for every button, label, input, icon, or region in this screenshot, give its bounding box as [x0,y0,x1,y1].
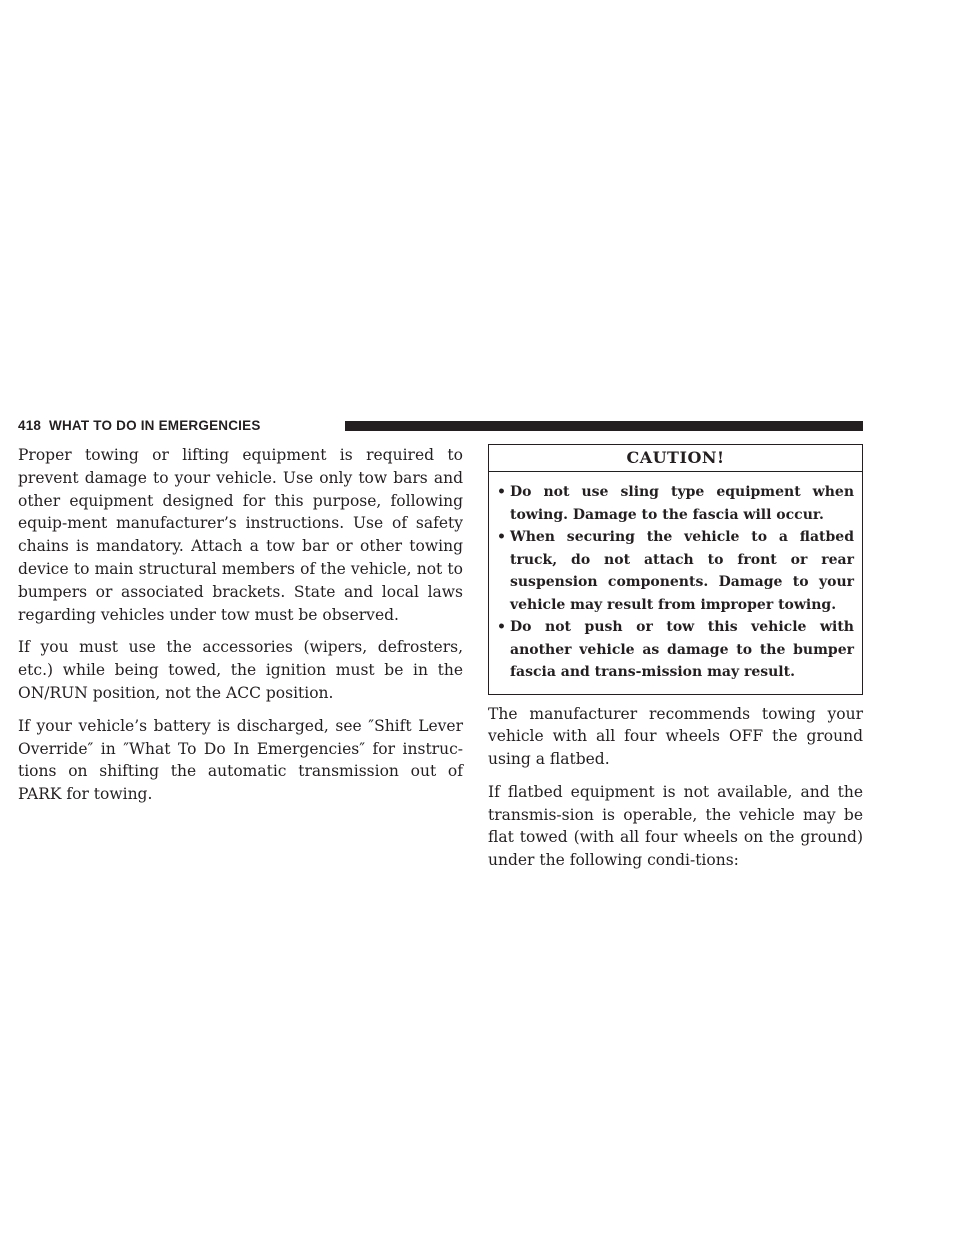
accessories-paragraph: If you must use the accessories (wipers, defrosters, etc.) while being towed, the ignition must be in the ON/RUN position, not the ACC position. [18,638,463,702]
caution-title: CAUTION! [489,445,862,472]
left-column [18,444,463,816]
right-column [488,444,863,882]
towing-equipment-paragraph: Proper towing or lifting equipment is required to prevent damage to your vehicle. Use only tow bars and other equipment designed for this purpose, following equip-ment manufacturer’s instructions. Use of safety chains is mandatory. Attach a tow bar or other towing device to main structural members of the vehicle, not to bumpers or associated brackets. State and local laws regarding vehicles under tow must be observed. [18,446,463,624]
caution-box [488,444,863,695]
flat-tow-conditions-paragraph: If flatbed equipment is not available, and the transmis-sion is operable, the vehicle may be flat towed (with all four wheels on the ground) under the following condi-tions: [488,782,863,870]
flatbed-recommendation-paragraph: The manufacturer recommends towing your vehicle with all four wheels OFF the ground using a flatbed. [488,704,863,769]
caution-item [497,481,854,526]
caution-item-text: Do not push or tow this vehicle with another vehicle as damage to the bumper fascia and trans-mission may result. [510,619,854,680]
bullet-icon: • [497,529,506,545]
caution-item-text: When securing the vehicle to a flatbed truck, do not attach to front or rear suspension components. Damage to your vehicle may result from improper towing. [510,529,854,613]
caution-item-text: Do not use sling type equipment when towing. Damage to the fascia will occur. [510,484,854,523]
header-rule-bar [345,421,863,431]
bullet-icon: • [497,619,506,635]
caution-item [497,616,854,684]
battery-discharged-paragraph: If your vehicle’s battery is discharged, see ″Shift Lever Override″ in ″What To Do In Emergencies″ for instruc-tions on shifting the automatic transmission out of PARK for towing. [18,716,463,804]
bullet-icon: • [497,484,506,500]
caution-item [497,526,854,616]
page-number: 418 [18,418,42,433]
section-title: WHAT TO DO IN EMERGENCIES [49,418,261,433]
page-header [18,418,863,434]
header-text [18,418,261,434]
caution-list [489,472,862,694]
